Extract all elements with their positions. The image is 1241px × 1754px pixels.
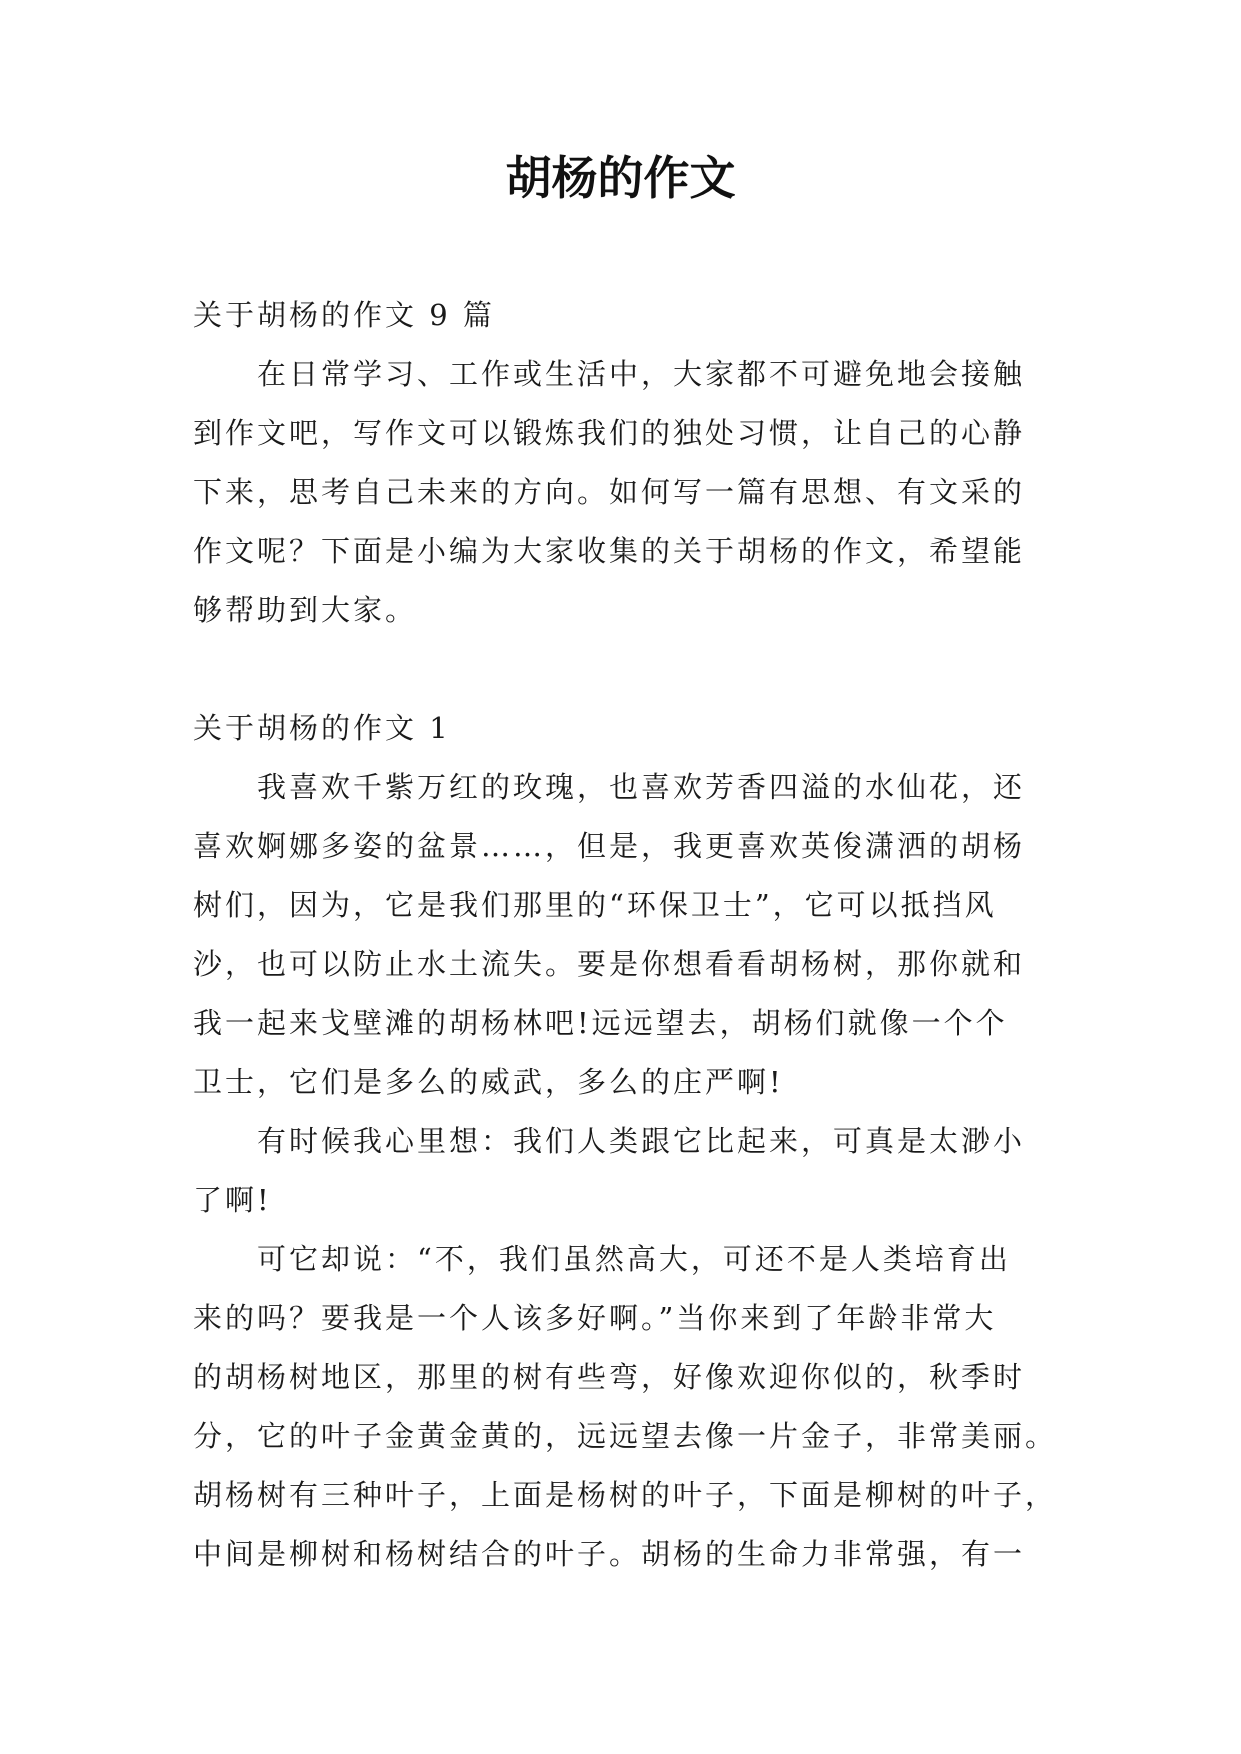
paragraph-line: 沙，也可以防止水土流失。要是你想看看胡杨树，那你就和 xyxy=(193,947,1026,981)
paragraph-line: 有时候我心里想：我们人类跟它比起来，可真是太渺小 xyxy=(257,1124,1026,1158)
paragraph-line: 作文呢？下面是小编为大家收集的关于胡杨的作文，希望能 xyxy=(193,534,1026,568)
paragraph-line: 下来，思考自己未来的方向。如何写一篇有思想、有文采的 xyxy=(193,475,1026,509)
essay-1-heading: 关于胡杨的作文 1 xyxy=(193,711,451,745)
paragraph-line: 在日常学习、工作或生活中，大家都不可避免地会接触 xyxy=(257,357,1026,391)
paragraph-line: 喜欢婀娜多姿的盆景……，但是，我更喜欢英俊潇洒的胡杨 xyxy=(193,829,1026,863)
essay-1-paragraph-2 xyxy=(193,1112,1073,1230)
paragraph-line: 的胡杨树地区，那里的树有些弯，好像欢迎你似的，秋季时 xyxy=(193,1360,1026,1394)
section-spacer xyxy=(193,640,1073,699)
paragraph-line: 树们，因为，它是我们那里的“环保卫士”，它可以抵挡风 xyxy=(193,888,997,922)
document-body xyxy=(193,286,1073,1584)
intro-heading: 关于胡杨的作文 9 篇 xyxy=(193,298,495,332)
paragraph-line: 够帮助到大家。 xyxy=(193,593,418,627)
document-title: 胡杨的作文 xyxy=(505,151,736,205)
paragraph-line: 胡杨树有三种叶子，上面是杨树的叶子，下面是柳树的叶子， xyxy=(193,1478,1058,1512)
paragraph-line: 分，它的叶子金黄金黄的，远远望去像一片金子，非常美丽。 xyxy=(193,1419,1058,1453)
intro-paragraph xyxy=(193,345,1073,640)
paragraph-line: 我喜欢千紫万红的玫瑰，也喜欢芳香四溢的水仙花，还 xyxy=(257,770,1026,804)
paragraph-line: 我一起来戈壁滩的胡杨林吧!远远望去，胡杨们就像一个个 xyxy=(193,1006,1008,1040)
essay-1-paragraph-1 xyxy=(193,758,1073,1112)
paragraph-line: 到作文吧，写作文可以锻炼我们的独处习惯，让自己的心静 xyxy=(193,416,1026,450)
essay-1-paragraph-3 xyxy=(193,1230,1073,1584)
paragraph-line: 可它却说：“不，我们虽然高大，可还不是人类培育出 xyxy=(257,1242,1011,1276)
paragraph-line: 了啊! xyxy=(193,1183,272,1217)
paragraph-line: 来的吗？要我是一个人该多好啊。”当你来到了年龄非常大 xyxy=(193,1301,997,1335)
paragraph-line: 中间是柳树和杨树结合的叶子。胡杨的生命力非常强，有一 xyxy=(193,1537,1026,1571)
paragraph-line: 卫士，它们是多么的威武，多么的庄严啊! xyxy=(193,1065,784,1099)
